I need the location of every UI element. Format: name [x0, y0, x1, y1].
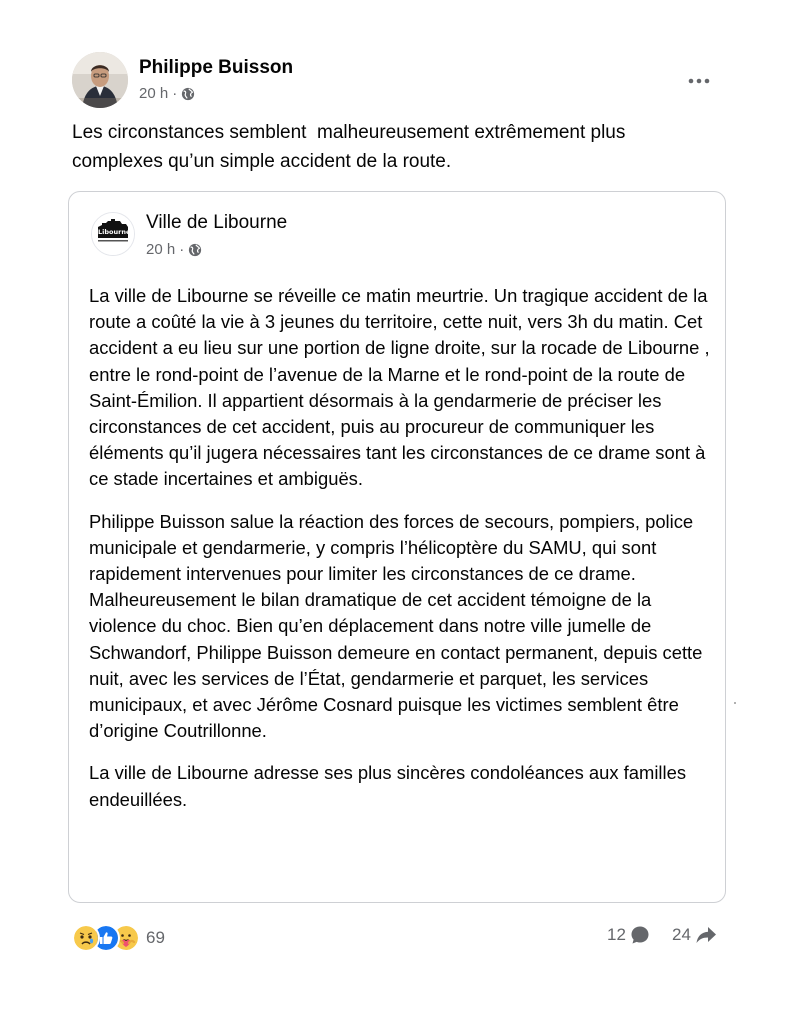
comments-count-button[interactable]: [607, 925, 650, 945]
shared-paragraph: La ville de Libourne adresse ses plus sincères condoléances aux familles endeuillées.: [89, 762, 687, 810]
post-meta: [139, 85, 195, 102]
shared-post-time[interactable]: 20 h: [146, 241, 176, 258]
page-logo[interactable]: [91, 212, 135, 256]
shared-paragraph: La ville de Libourne se réveille ce matin meurtrie. Un tragique accident de la route a coûté la vie à 3 jeunes du territoire, cette nuit, vers 3h du matin. Cet accident a eu lieu sur une portion de ligne droite, sur la rocade de Libourne , entre le rond-point de l’avenue de la Marne et le rond-point de la route de Saint-Émilion. Il appartient désormais à la gendarmerie de préciser les circonstances de cet accident, puis au procureur de communiquer les éléments qu’il jugera nécessaires tant les circonstances de ce drame sont à ce stade incertaines et ambiguës.: [89, 285, 710, 490]
shared-meta-separator: ·: [179, 241, 185, 258]
reaction-count: 69: [146, 928, 165, 947]
comment-count: 12: [607, 925, 626, 944]
shared-post-card[interactable]: [68, 191, 726, 903]
share-icon: [695, 925, 717, 945]
meta-separator: ·: [172, 85, 178, 102]
stray-dot: [734, 702, 736, 704]
shared-paragraph: Philippe Buisson salue la réaction des forces de secours, pompiers, police municipale et gendarmerie, y compris l’hélicoptère du SAMU, qui sont rapidement intervenues pour limiter les circonstances de ce drame. Malheureusement le bilan dramatique de cet accident témoigne de la violence du choc. Bien qu’en déplacement dans notre ville jumelle de Schwandorf, Philippe Buisson demeure en contact permanent, depuis cette nuit, avec les services de l’État, gendarmerie et parquet, les services municipaux, et avec Jérôme Cosnard puisque les victimes semblent être d’origine Coutrillonne.: [89, 510, 703, 742]
post-text: Les circonstances semblent malheureusement extrêmement plus complexes qu’un simple accident de la route.: [72, 122, 626, 172]
post-header: [72, 52, 732, 112]
more-options-button[interactable]: [684, 66, 714, 96]
globe-icon: [188, 243, 202, 257]
shared-post-header: [91, 210, 691, 266]
post-time[interactable]: 20 h: [139, 85, 169, 102]
more-dots-icon: [688, 78, 710, 84]
author-avatar[interactable]: [72, 52, 128, 108]
shared-post-body: [89, 283, 714, 829]
author-name[interactable]: Philippe Buisson: [139, 57, 294, 78]
post-footer: [72, 922, 728, 952]
page-logo-text: Libourne: [98, 228, 131, 236]
reactions-summary[interactable]: [72, 924, 165, 952]
shared-post-meta: [146, 241, 202, 258]
share-count: 24: [672, 925, 691, 944]
sad-icon: [72, 924, 100, 952]
shares-count-button[interactable]: [672, 925, 717, 945]
shared-page-name[interactable]: Ville de Libourne: [146, 212, 288, 233]
comment-icon: [630, 925, 650, 945]
globe-icon: [181, 87, 195, 101]
